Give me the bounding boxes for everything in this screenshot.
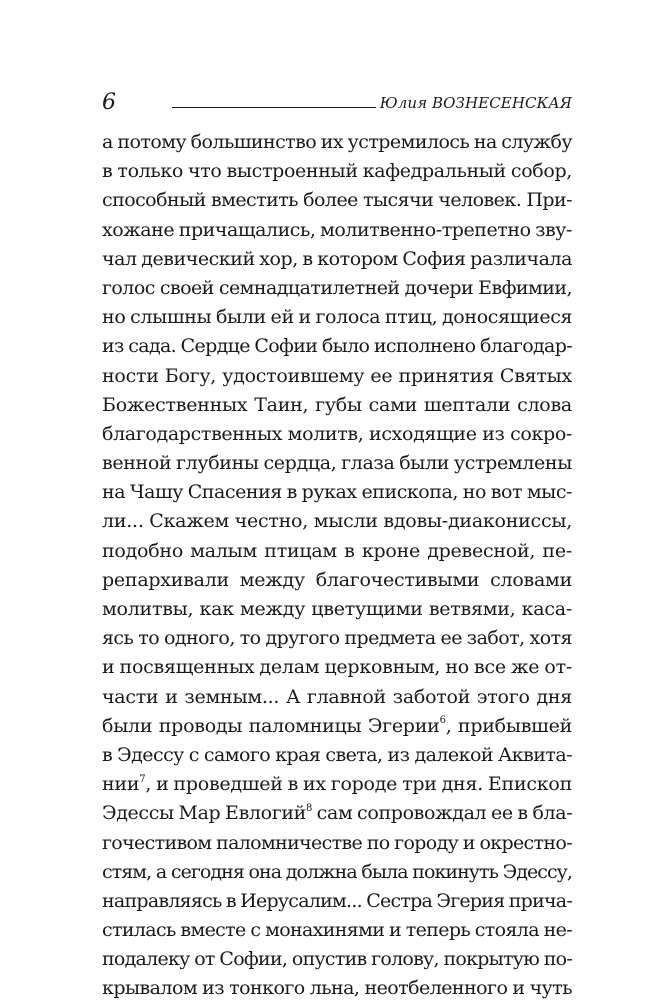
text-line-content: способный вместить более тысячи человек. При- [102,189,572,212]
text-line-content: на Чашу Спасения в руках епископа, но вот мыс- [102,481,572,504]
text-line-content: подобно малым птицам в кроне древесной, пе- [102,539,572,562]
text-line [102,245,572,274]
text-line-content: голос своей семнадцатилетней дочери Евфимии, [102,276,572,299]
text-line-content: гочестивом паломничестве по городу и окрестно- [102,831,572,854]
text-line-content: стям, а сегодня она должна была покинуть Эдессу, [102,860,572,883]
text-line [102,391,572,420]
page-number: 6 [102,90,116,115]
footnote-marker: 8 [305,802,312,814]
text-line-content: хожане причащались, молитвенно-трепетно зву- [102,218,573,241]
text-line-content: благодарственных молитв, исходящие из сокро- [102,422,572,445]
text-line [102,449,572,478]
text-line [102,916,572,945]
text-line-content: были проводы паломницы Эгерии [102,714,440,737]
text-line [102,186,572,215]
text-line [102,945,572,974]
text-line-content: но слышны были ей и голоса птиц, доносящиеся [102,306,573,329]
text-line-content: и посвященных делам церковным, но все же от- [102,656,572,679]
text-line [102,303,572,332]
text-line [102,799,572,828]
running-head-author: Юлия ВОЗНЕСЕНСКАЯ [379,94,572,112]
text-line-content: венной глубины сердца, глаза были устремлены [102,452,572,475]
text-line-content: стилась вместе с монахинями и теперь стояла не- [102,919,572,942]
text-line [102,566,572,595]
text-line [102,332,572,361]
header-rule [172,107,376,108]
text-line [102,216,572,245]
text-line-content: части и земным... А главной заботой этого дня [102,685,572,708]
text-line-content: в только что выстроенный кафедральный собор, [102,160,572,183]
text-line [102,829,572,858]
text-line-content: Эдессы Мар Евлогий [102,802,306,825]
text-line [102,770,572,799]
text-line [102,741,572,770]
text-line [102,683,572,712]
text-line-content: молитвы, как между цветущими ветвями, каса- [102,598,572,620]
text-line-content: нии [102,773,140,796]
text-line-content: ли... Скажем честно, мысли вдовы-диакониссы, [102,510,572,533]
text-line [102,274,572,303]
text-line-continuation: сам сопровождал ее в бла- [311,802,573,825]
text-line [102,624,572,653]
text-line-content: в Эдессу с самого края света, из далекой Аквита- [102,743,572,766]
text-line-content: чал девический хор, в котором София различала [102,247,572,270]
text-line-content: из сада. Сердце Софии было исполнено благодар- [102,335,572,358]
text-line-content: направляясь в Иерусалим... Сестра Эгерия прича- [102,889,573,912]
text-line-content: подалеку от Софии, опустив голову, покрытую по- [102,948,572,971]
text-line-content: Божественных Таин, губы сами шептали слова [102,393,572,416]
text-line [102,362,572,391]
text-line [102,974,572,1003]
footnote-marker: 7 [139,773,146,785]
text-line-content: ясь то одного, то другого предмета ее забот, хотя [102,627,572,650]
text-line-continuation: , и проведшей в их городе три дня. Епископ [145,773,572,796]
text-line [102,712,572,741]
text-line [102,858,572,887]
text-line [102,128,572,157]
text-line-continuation: , прибывшей [445,714,572,737]
text-line [102,157,572,186]
text-line [102,887,572,916]
body-text [102,128,572,1004]
text-line-content: крывалом из тонкого льна, неотбеленного и чуть [102,977,572,1000]
text-line-content: репархивали между благочестивыми словами [102,568,572,591]
text-line [102,537,572,566]
text-line-content: а потому большинство их устремилось на службу [102,131,572,153]
text-line [102,478,572,507]
running-header [102,92,572,114]
footnote-marker: 6 [439,715,446,727]
text-line-content: ности Богу, удостоившему ее принятия Святых [102,364,572,387]
text-line [102,507,572,536]
text-line [102,420,572,449]
text-line [102,653,572,682]
text-line [102,595,572,624]
